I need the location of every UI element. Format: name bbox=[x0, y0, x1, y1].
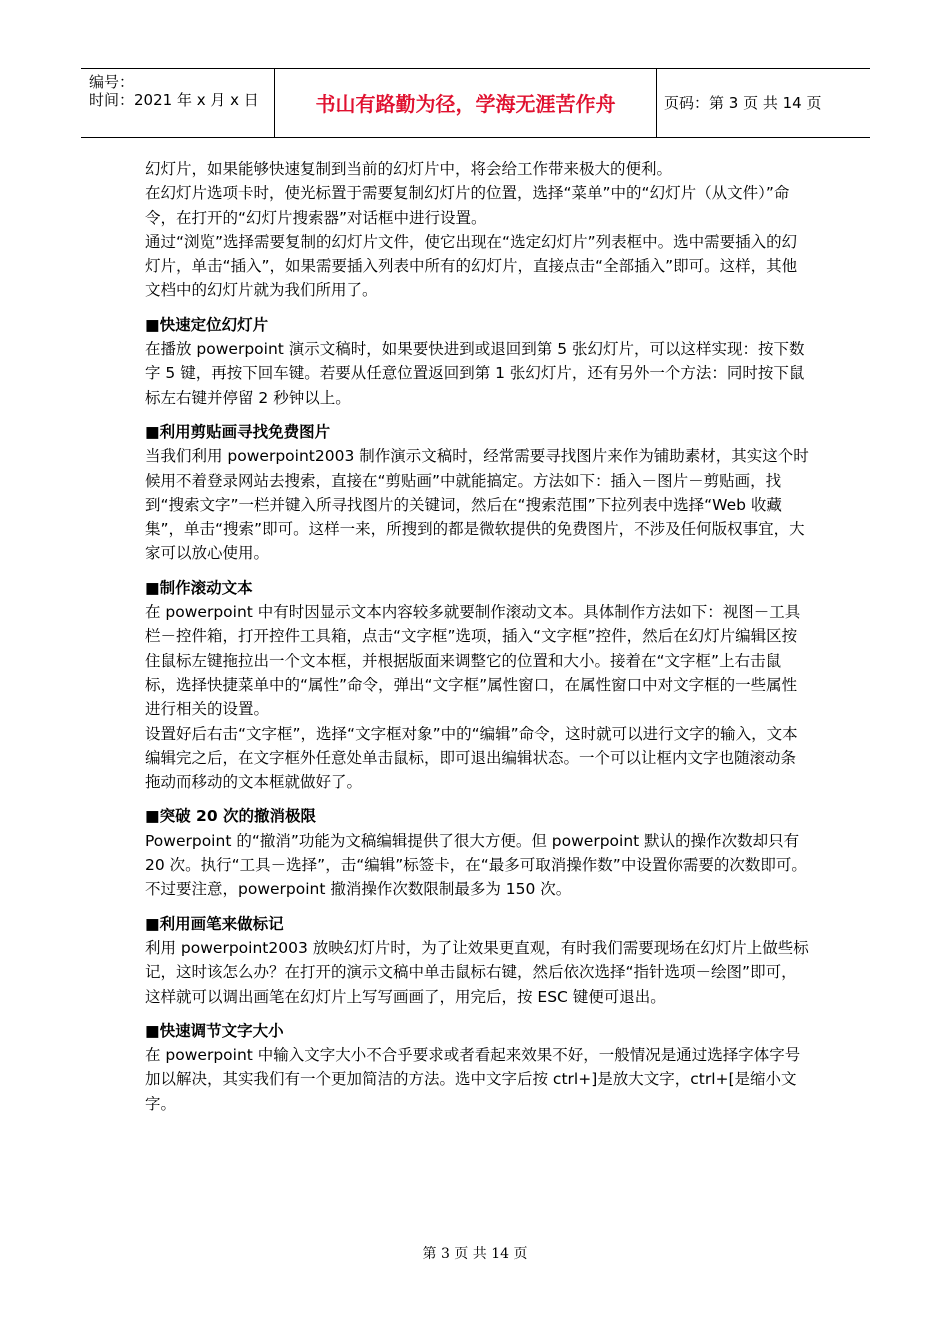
section-heading: ■利用画笔来做标记 bbox=[145, 914, 284, 933]
header-meta-cell bbox=[81, 69, 273, 137]
document-number-label: 编号： bbox=[89, 73, 135, 91]
paragraph: 设置好后右击“文字框”，选择“文字框对象”中的“编辑”命令，这时就可以进行文字的输入，文本编辑完之后，在文字框外任意处单击鼠标，即可退出编辑状态。一个可以让框内文字也随滚动条拖动而移动的文本框就做好了。 bbox=[145, 724, 798, 792]
paragraph: 幻灯片，如果能够快速复制到当前的幻灯片中，将会给工作带来极大的便利。 bbox=[145, 160, 673, 178]
paragraph: 在播放 powerpoint 演示文稿时，如果要快进到或退回到第 5 张幻灯片，可以这样实现：按下数字 5 键，再按下回车键。若要从任意位置返回到第 1 张幻灯片，还有另外一个方法：同时按下鼠标左右键并停留 2 秒钟以上。 bbox=[145, 340, 805, 407]
header-motto: 书山有路勤为径，学海无涯苦作舟 bbox=[315, 92, 616, 116]
header-motto-cell bbox=[274, 69, 657, 137]
section-heading: ■突破 20 次的撤消极限 bbox=[145, 807, 317, 826]
paragraph: 当我们利用 powerpoint2003 制作演示文稿时，经常需要寻找图片来作为铺助素材，其实这个时候用不着登录网站去搜索，直接在“剪贴画”中就能搞定。方法如下：插入－图片－剪贴画，找到“搜索文字”一栏并键入所寻找图片的关键词，然后在“搜索范围”下拉列表中选择“Web 收藏集”，单击“搜索”即可。这样一来，所搜到的都是微软提供的免费图片，不涉及任何版权事宜，大家可以放心使用。 bbox=[145, 447, 809, 563]
paragraph: 利用 powerpoint2003 放映幻灯片时，为了让效果更直观，有时我们需要现场在幻灯片上做些标记，这时该怎么办？在打开的演示文稿中单击鼠标右键，然后依次选择“指针选项－绘图”即可，这样就可以调出画笔在幻灯片上写写画画了，用完后，按 ESC 键便可退出。 bbox=[145, 938, 809, 1006]
header-page-cell bbox=[656, 69, 870, 137]
paragraph: 在 powerpoint 中有时因显示文本内容较多就要制作滚动文本。具体制作方法如下：视图－工具栏－控件箱，打开控件工具箱，点击“文字框”选项，插入“文字框”控件，然后在幻灯片编辑区按住鼠标左键拖拉出一个文本框，并根据版面来调整它的位置和大小。接着在“文字框”上右击鼠标，选择快捷菜单中的“属性”命令，弹出“文字框”属性窗口，在属性窗口中对文字框的一些属性进行相关的设置。 bbox=[145, 603, 801, 719]
paragraph: 在 powerpoint 中输入文字大小不合乎要求或者看起来效果不好，一般情况是通过选择字体字号加以解决，其实我们有一个更加简洁的方法。选中文字后按 ctrl+]是放大文字，ctrl+[是缩小文字。 bbox=[145, 1046, 801, 1113]
section-heading: ■制作滚动文本 bbox=[145, 578, 253, 597]
document-date: 时间：2021 年 x 月 x 日 bbox=[89, 91, 259, 109]
page-header bbox=[81, 68, 870, 138]
header-page-info: 页码：第 3 页 共 14 页 bbox=[664, 94, 822, 112]
paragraph: 在幻灯片选项卡时，使光标置于需要复制幻灯片的位置，选择“菜单”中的“幻灯片（从文件）”命令，在打开的“幻灯片搜索器”对话框中进行设置。 bbox=[145, 184, 790, 227]
paragraph: 通过“浏览”选择需要复制的幻灯片文件，使它出现在“选定幻灯片”列表框中。选中需要插入的幻灯片，单击“插入”，如果需要插入列表中所有的幻灯片，直接点击“全部插入”即可。这样，其他文档中的幻灯片就为我们所用了。 bbox=[145, 232, 798, 300]
section-heading: ■快速定位幻灯片 bbox=[145, 315, 269, 334]
paragraph: Powerpoint 的“撤消”功能为文稿编辑提供了很大方便。但 powerpoint 默认的操作次数却只有 20 次。执行“工具－选择”，击“编辑”标签卡，在“最多可取消操作数”中设置你需要的次数即可。不过要注意，powerpoint 撤消操作次数限制最多为 150 次。 bbox=[145, 831, 807, 899]
page-footer: 第 3 页 共 14 页 bbox=[422, 1246, 528, 1262]
section-heading: ■快速调节文字大小 bbox=[145, 1021, 284, 1040]
document-body bbox=[145, 157, 810, 1116]
section-heading: ■利用剪贴画寻找免费图片 bbox=[145, 422, 331, 441]
